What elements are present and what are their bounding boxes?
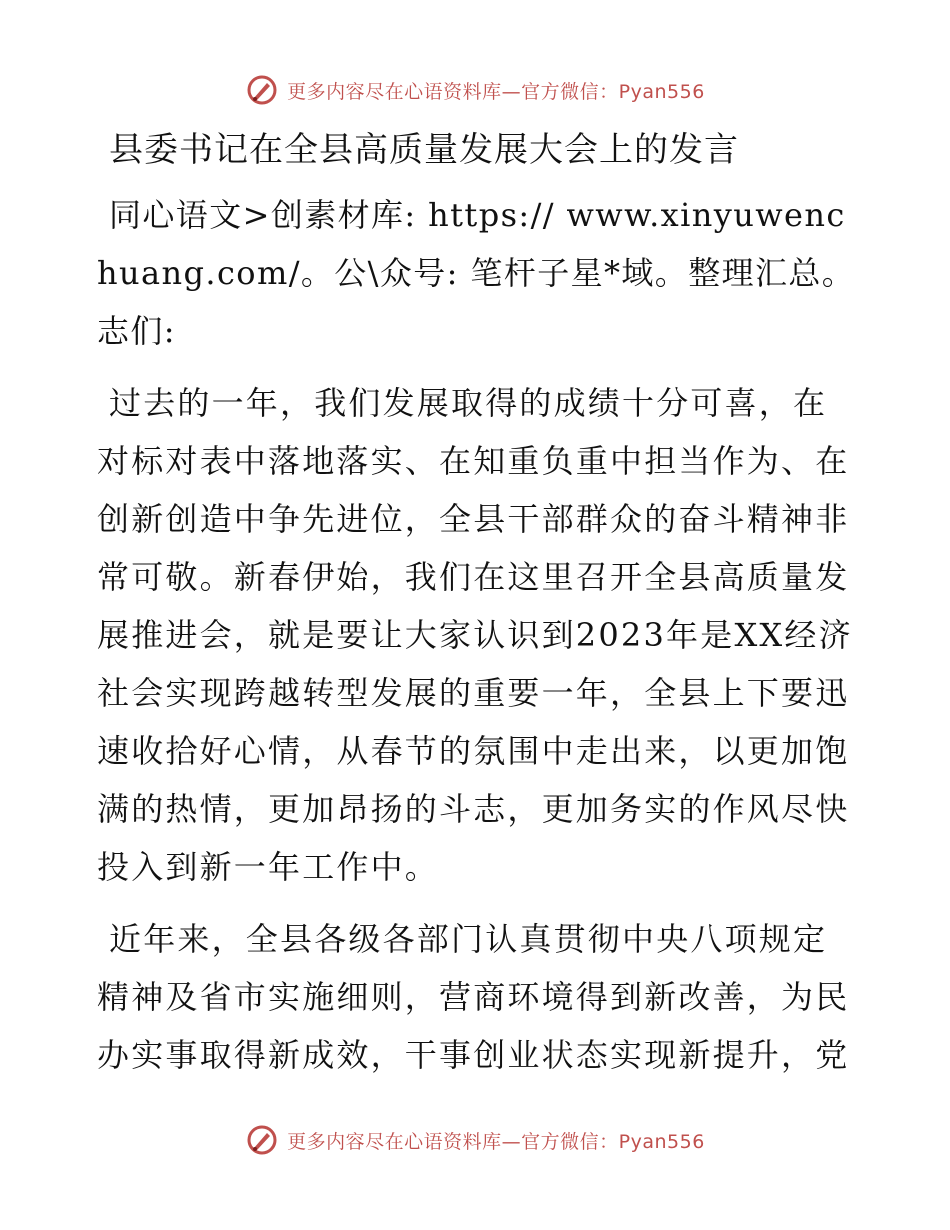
document-title: 县委书记在全县高质量发展大会上的发言 bbox=[109, 130, 739, 170]
paragraph-2: 近年来，全县各级各部门认真贯彻中央八项规定精神及省市实施细则，营商环境得到新改善，为民办实事取得新成效，干事创业状态实现新提升，党 bbox=[97, 920, 850, 1074]
footer-watermark bbox=[0, 1120, 950, 1160]
pen-circle-logo-icon bbox=[245, 73, 279, 107]
document-body bbox=[97, 122, 857, 1098]
header-watermark bbox=[0, 70, 950, 110]
paragraph-source-note: 同心语文>创素材库: https:// www.xinyuwenchuang.com/。公\众号: 笔杆子星*域。整理汇总。志们: bbox=[97, 196, 856, 350]
watermark-text: 更多内容尽在心语资料库—官方微信：Pyan556 bbox=[287, 80, 705, 103]
pen-circle-logo-icon bbox=[245, 1123, 279, 1157]
watermark-text: 更多内容尽在心语资料库—官方微信：Pyan556 bbox=[287, 1130, 705, 1153]
paragraph-1: 过去的一年，我们发展取得的成绩十分可喜，在对标对表中落地落实、在知重负重中担当作为、在创新创造中争先进位，全县干部群众的奋斗精神非常可敬。新春伊始，我们在这里召开全县高质量发展推进会，就是要让大家认识到2023年是XX经济社会实现跨越转型发展的重要一年，全县上下要迅速收拾好心情，从春节的氛围中走出来，以更加饱满的热情，更加昂扬的斗志，更加务实的作风尽快投入到新一年工作中。 bbox=[97, 384, 853, 886]
